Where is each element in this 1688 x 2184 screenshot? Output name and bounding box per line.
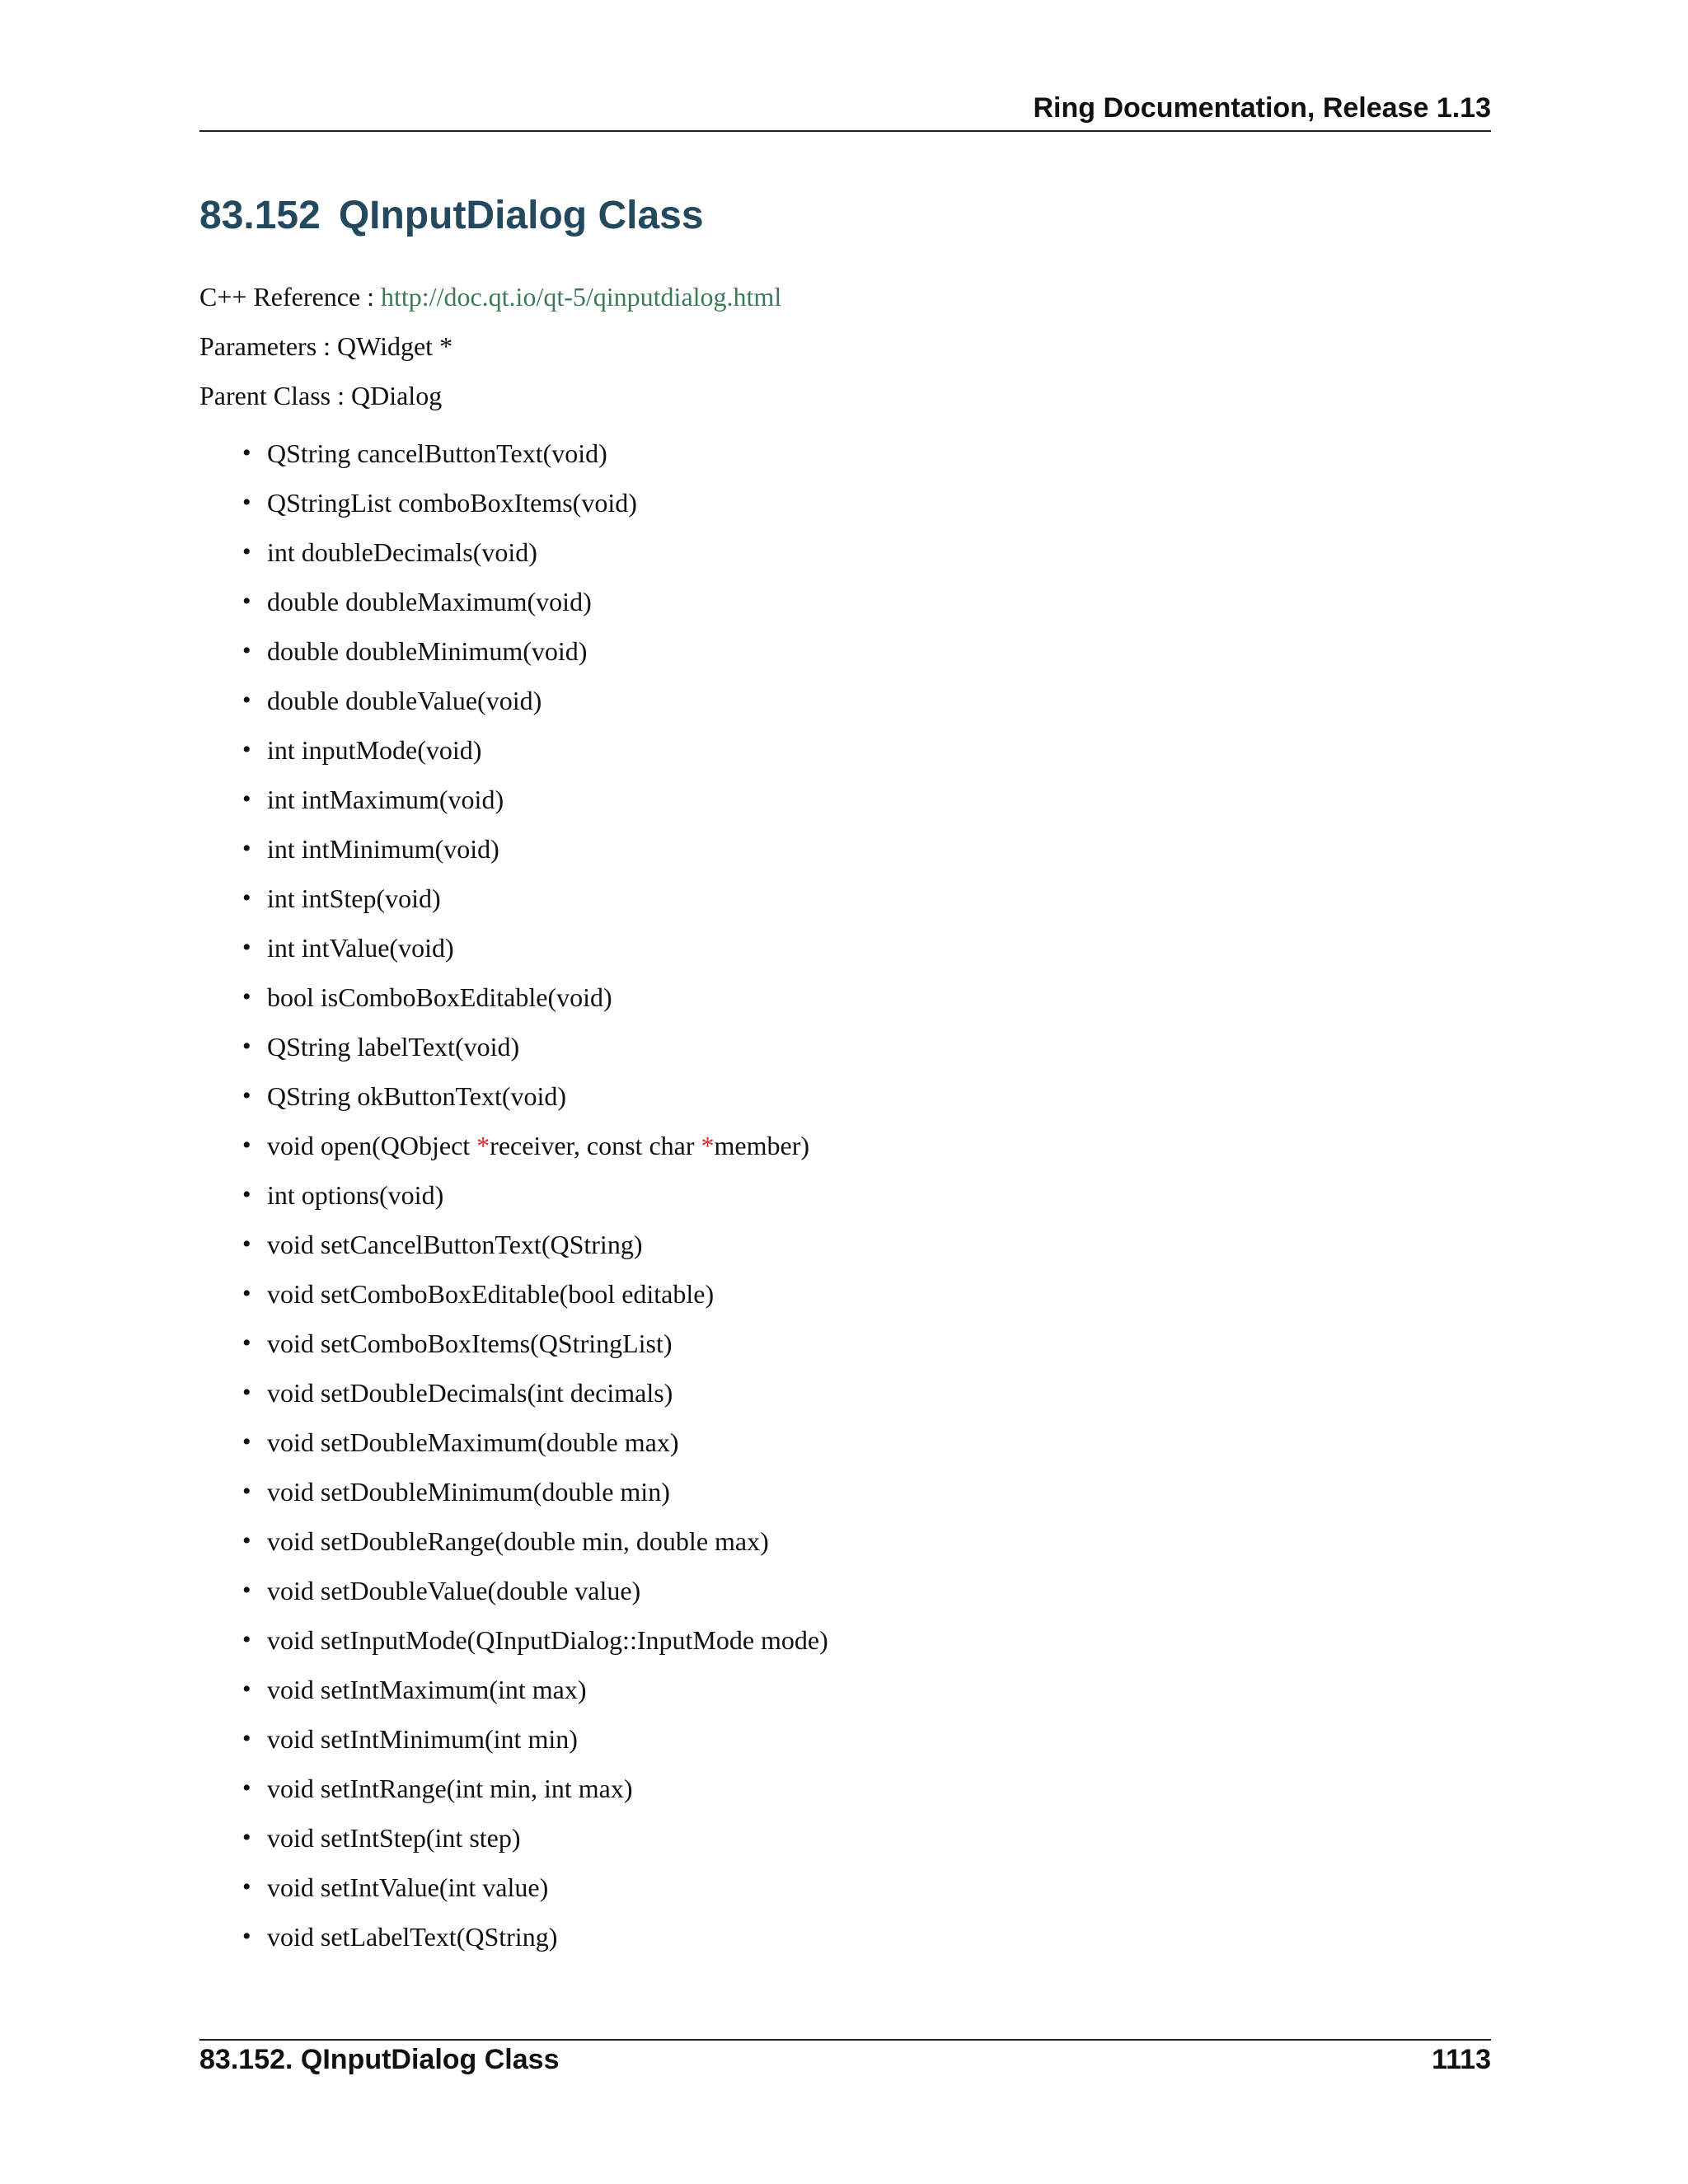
running-header: Ring Documentation, Release 1.13 bbox=[1033, 92, 1491, 124]
list-item bbox=[199, 1071, 828, 1121]
method-signature: int options(void) bbox=[267, 1180, 444, 1210]
bullet-icon: • bbox=[242, 1428, 251, 1455]
list-item bbox=[199, 1813, 828, 1863]
method-signature: QString labelText(void) bbox=[267, 1032, 520, 1062]
bullet-icon: • bbox=[242, 1033, 251, 1060]
bullet-icon: • bbox=[242, 1873, 251, 1900]
cpp-reference-label: C++ Reference : bbox=[199, 282, 381, 312]
list-item bbox=[199, 1516, 828, 1566]
bullet-icon: • bbox=[242, 1181, 251, 1208]
list-item bbox=[199, 1467, 828, 1516]
bullet-icon: • bbox=[242, 1923, 251, 1950]
bullet-icon: • bbox=[242, 489, 251, 516]
method-signature: QString cancelButtonText(void) bbox=[267, 438, 607, 468]
bullet-icon: • bbox=[242, 1329, 251, 1357]
list-item bbox=[199, 1022, 828, 1071]
list-item bbox=[199, 775, 828, 824]
method-signature: void setDoubleDecimals(int decimals) bbox=[267, 1378, 673, 1408]
bullet-icon: • bbox=[242, 1675, 251, 1703]
list-item bbox=[199, 1170, 828, 1220]
bullet-icon: • bbox=[242, 884, 251, 912]
method-signature: double doubleMaximum(void) bbox=[267, 587, 592, 616]
method-signature: void setDoubleRange(double min, double max) bbox=[267, 1526, 769, 1556]
list-item bbox=[199, 1863, 828, 1912]
bullet-icon: • bbox=[242, 736, 251, 763]
method-signature: int inputMode(void) bbox=[267, 735, 482, 765]
method-signature: void setIntMinimum(int min) bbox=[267, 1724, 578, 1754]
method-signature: int intMinimum(void) bbox=[267, 834, 499, 864]
list-item bbox=[199, 676, 828, 725]
document-page bbox=[199, 0, 1491, 2184]
bullet-icon: • bbox=[242, 687, 251, 714]
list-item bbox=[199, 1220, 828, 1269]
bullet-icon: • bbox=[242, 538, 251, 565]
list-item bbox=[199, 1368, 828, 1418]
bullet-icon: • bbox=[242, 835, 251, 862]
method-signature: int intStep(void) bbox=[267, 883, 441, 913]
header-divider bbox=[199, 130, 1491, 132]
cpp-reference-link[interactable]: http://doc.qt.io/qt-5/qinputdialog.html bbox=[381, 282, 782, 312]
method-signature: void setInputMode(QInputDialog::InputMode mode) bbox=[267, 1625, 828, 1655]
method-signature: void setComboBoxItems(QStringList) bbox=[267, 1329, 673, 1358]
method-signature: void setDoubleValue(double value) bbox=[267, 1576, 641, 1605]
list-item bbox=[199, 1418, 828, 1467]
method-signature: void setIntMaximum(int max) bbox=[267, 1675, 587, 1704]
section-title: QInputDialog Class bbox=[338, 194, 704, 237]
bullet-icon: • bbox=[242, 1626, 251, 1653]
list-item bbox=[199, 874, 828, 923]
bullet-icon: • bbox=[242, 934, 251, 961]
method-signature: void setCancelButtonText(QString) bbox=[267, 1230, 643, 1259]
bullet-icon: • bbox=[242, 1280, 251, 1307]
list-item bbox=[199, 972, 828, 1022]
list-item bbox=[199, 1566, 828, 1615]
cpp-reference-line bbox=[199, 282, 781, 312]
method-signature: void open(QObject *receiver, const char *member) bbox=[267, 1131, 809, 1160]
parameters-line: Parameters : QWidget * bbox=[199, 331, 453, 361]
parent-class-line: Parent Class : QDialog bbox=[199, 381, 443, 410]
method-signature: void setComboBoxEditable(bool editable) bbox=[267, 1279, 715, 1309]
bullet-icon: • bbox=[242, 1577, 251, 1604]
list-item bbox=[199, 478, 828, 527]
list-item bbox=[199, 1665, 828, 1714]
list-item bbox=[199, 923, 828, 972]
method-signature: QString okButtonText(void) bbox=[267, 1081, 567, 1111]
method-signature: void setDoubleMinimum(double min) bbox=[267, 1477, 670, 1507]
list-item bbox=[199, 1269, 828, 1319]
footer-section: 83.152. QInputDialog Class bbox=[199, 2044, 560, 2075]
method-signature: QStringList comboBoxItems(void) bbox=[267, 488, 637, 518]
method-signature: int intValue(void) bbox=[267, 933, 454, 963]
bullet-icon: • bbox=[242, 1725, 251, 1752]
list-item bbox=[199, 577, 828, 626]
list-item bbox=[199, 725, 828, 775]
list-item bbox=[199, 429, 828, 478]
list-item bbox=[199, 1912, 828, 1961]
section-heading bbox=[199, 193, 704, 238]
list-item bbox=[199, 1764, 828, 1813]
bullet-icon: • bbox=[242, 785, 251, 813]
list-item bbox=[199, 527, 828, 577]
bullet-icon: • bbox=[242, 983, 251, 1010]
method-signature: bool isComboBoxEditable(void) bbox=[267, 982, 612, 1012]
bullet-icon: • bbox=[242, 1527, 251, 1554]
bullet-icon: • bbox=[242, 637, 251, 664]
method-signature: void setIntStep(int step) bbox=[267, 1823, 521, 1853]
method-signature: void setLabelText(QString) bbox=[267, 1922, 558, 1952]
list-item bbox=[199, 626, 828, 676]
bullet-icon: • bbox=[242, 1132, 251, 1159]
method-signature: void setIntValue(int value) bbox=[267, 1872, 549, 1902]
bullet-icon: • bbox=[242, 439, 251, 466]
method-signature: void setIntRange(int min, int max) bbox=[267, 1774, 633, 1803]
list-item bbox=[199, 1615, 828, 1665]
method-list bbox=[199, 429, 828, 1961]
method-signature: int doubleDecimals(void) bbox=[267, 537, 537, 567]
method-signature: double doubleMinimum(void) bbox=[267, 636, 588, 666]
bullet-icon: • bbox=[242, 1082, 251, 1109]
bullet-icon: • bbox=[242, 1230, 251, 1258]
footer-divider bbox=[199, 2039, 1491, 2041]
method-signature: void setDoubleMaximum(double max) bbox=[267, 1427, 679, 1457]
bullet-icon: • bbox=[242, 1824, 251, 1851]
list-item bbox=[199, 1319, 828, 1368]
bullet-icon: • bbox=[242, 1478, 251, 1505]
section-number: 83.152 bbox=[199, 194, 321, 237]
bullet-icon: • bbox=[242, 1774, 251, 1802]
list-item bbox=[199, 824, 828, 874]
bullet-icon: • bbox=[242, 1379, 251, 1406]
method-signature: int intMaximum(void) bbox=[267, 785, 504, 814]
page-number: 1113 bbox=[1432, 2044, 1491, 2075]
list-item bbox=[199, 1714, 828, 1764]
bullet-icon: • bbox=[242, 588, 251, 615]
list-item bbox=[199, 1121, 828, 1170]
method-signature: double doubleValue(void) bbox=[267, 686, 542, 715]
